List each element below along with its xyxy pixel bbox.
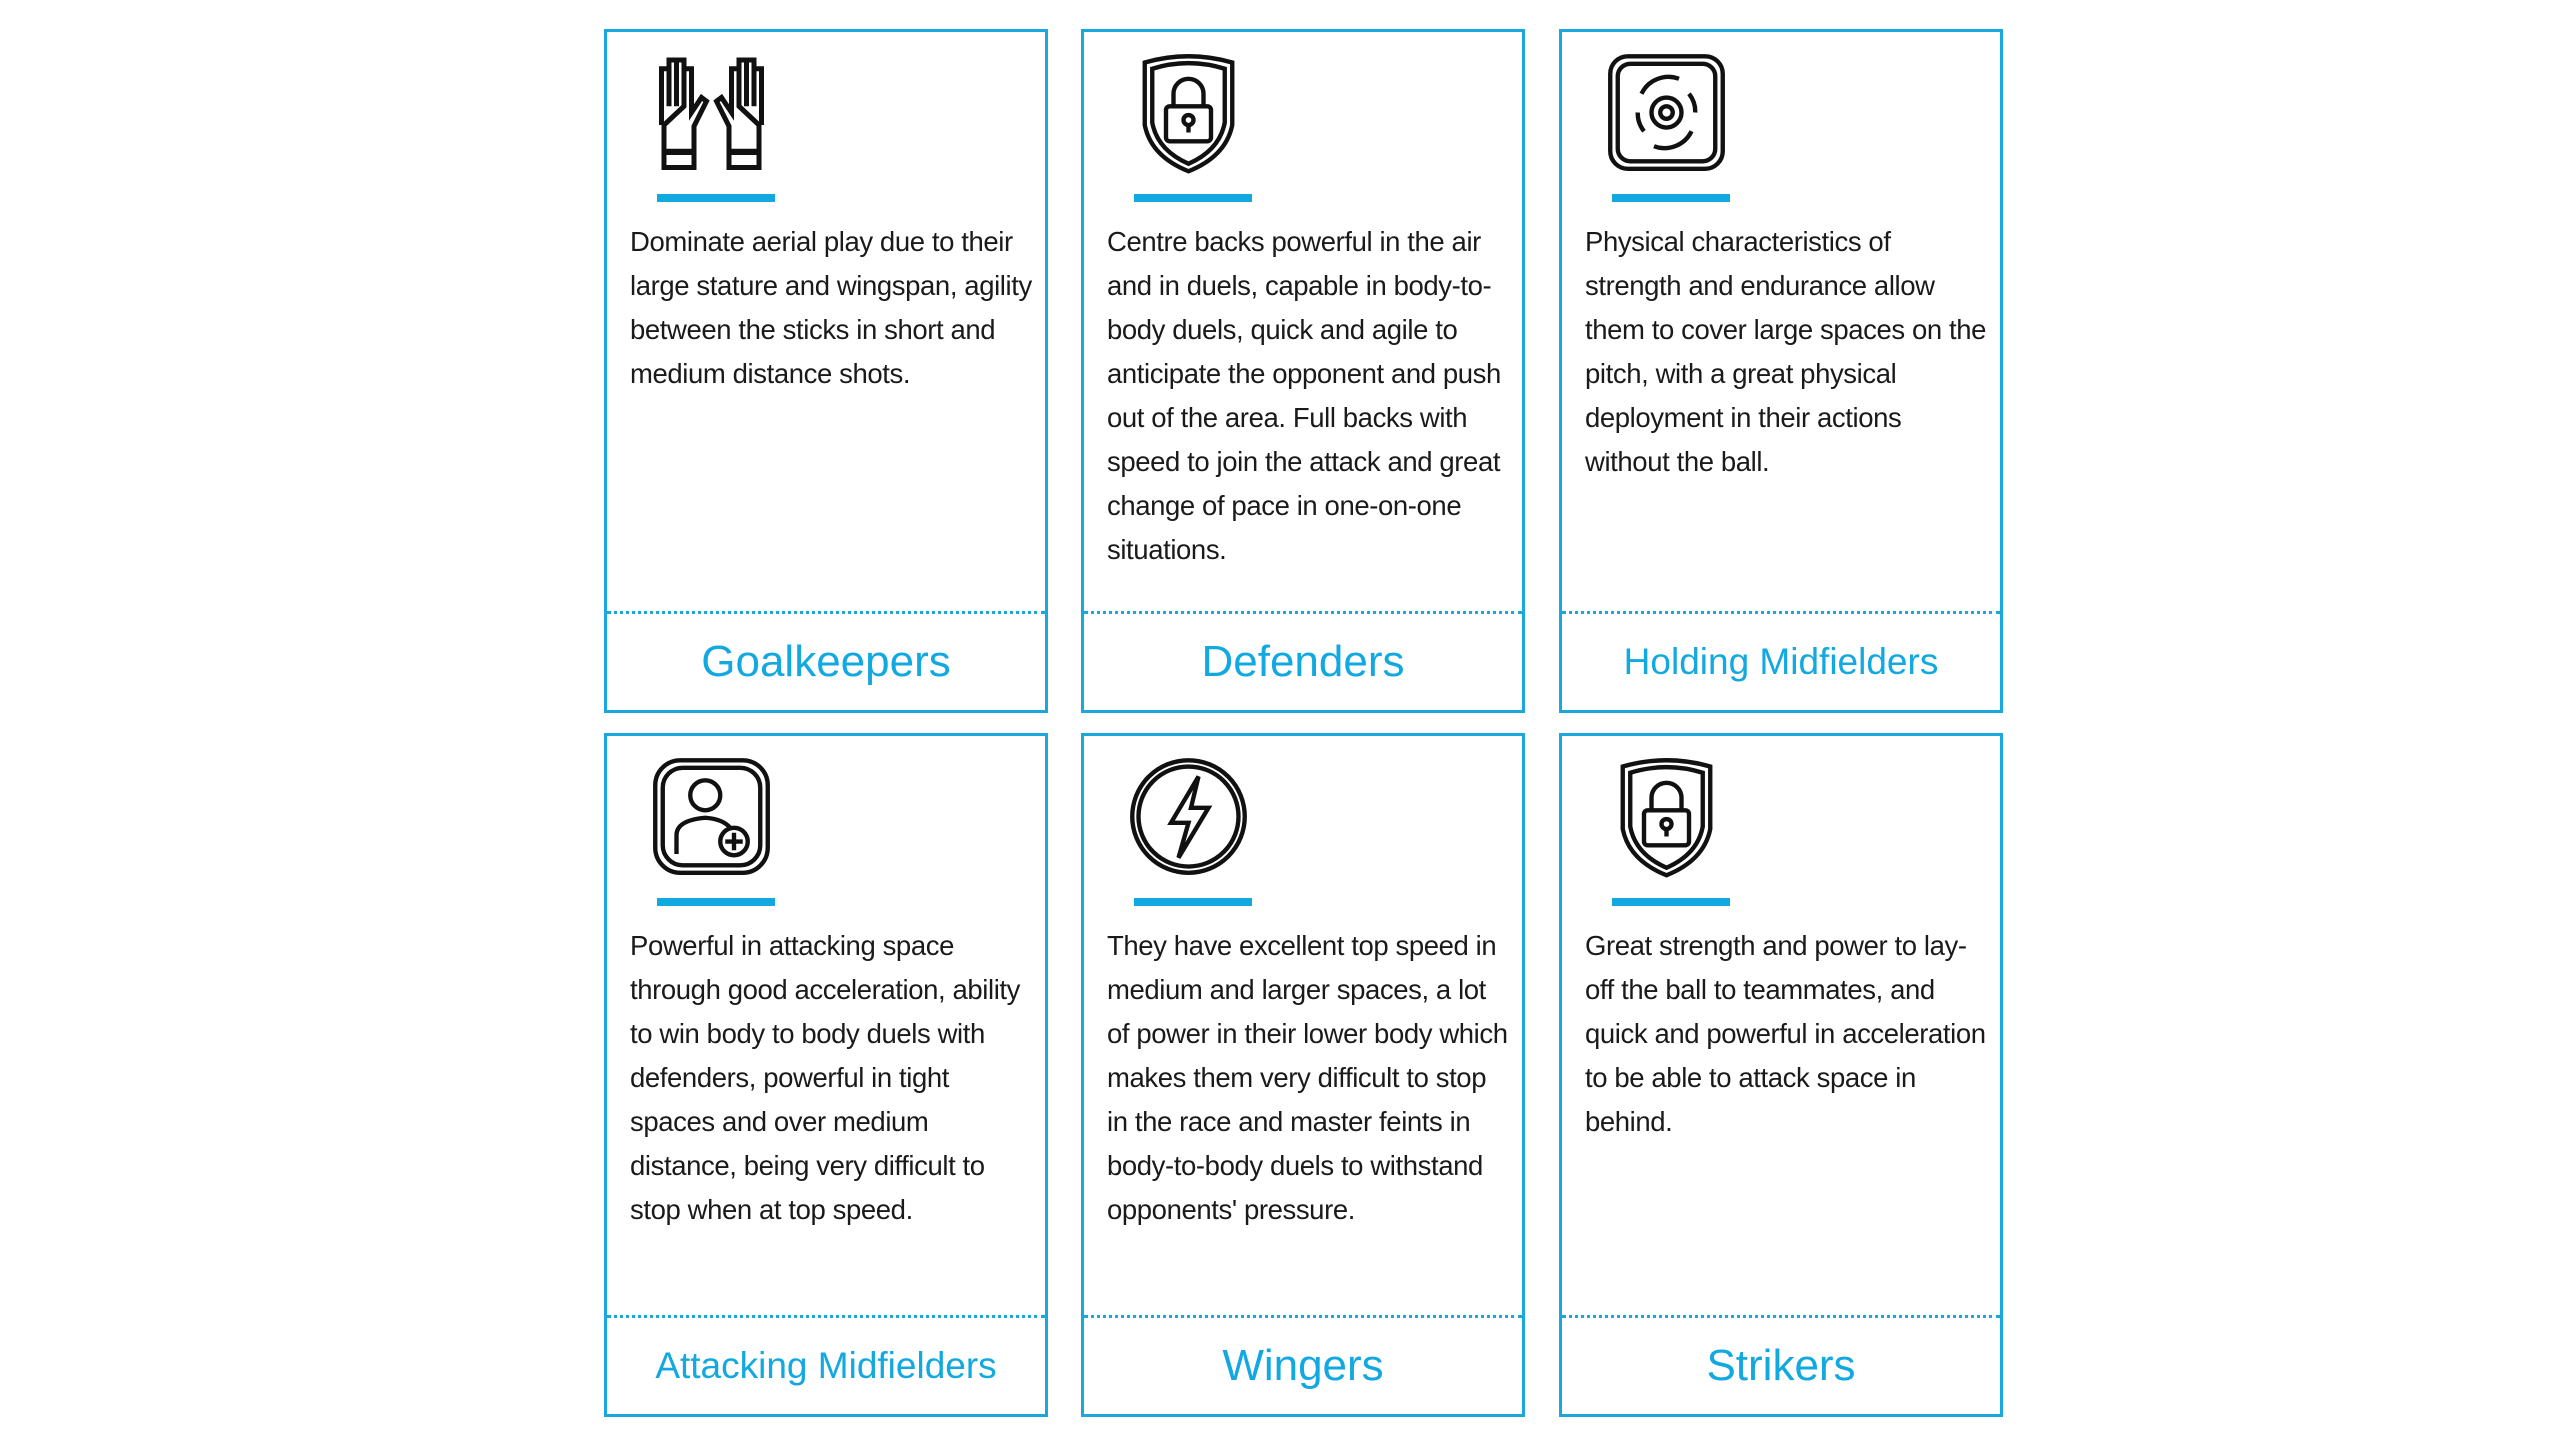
card-title: Strikers [1706, 1341, 1856, 1390]
accent-underline [1612, 194, 1730, 202]
card-holding-midfielders [1559, 29, 2003, 713]
shield-lock-icon [1126, 50, 1251, 175]
shield-lock-icon [1604, 754, 1729, 879]
accent-underline [1134, 194, 1252, 202]
card-description: They have excellent top speed in medium and larger spaces, a lot of power in their lower body which makes them very difficult to stop in the race and master feints in body-to-body duels to withstand opponents' pressure. [1107, 930, 1508, 1225]
accent-underline [657, 898, 775, 906]
card-title: Holding Midfielders [1623, 641, 1939, 682]
card-description: Dominate aerial play due to their large stature and wingspan, agility between the sticks in short and medium distance shots. [630, 226, 1032, 389]
card-goalkeepers [604, 29, 1048, 713]
gear-cycle-icon [1604, 50, 1729, 175]
accent-underline [1612, 898, 1730, 906]
card-title: Defenders [1201, 637, 1405, 686]
card-attacking-midfielders [604, 733, 1048, 1417]
card-title: Wingers [1222, 1341, 1384, 1390]
card-wingers [1081, 733, 1525, 1417]
card-description: Powerful in attacking space through good acceleration, ability to win body to body duels with defenders, powerful in tight spaces and over medium distance, being very difficult to stop when at top speed. [630, 930, 1020, 1225]
player-plus-icon [649, 754, 774, 879]
gloves-icon [649, 50, 774, 175]
lightning-icon [1126, 754, 1251, 879]
card-description: Centre backs powerful in the air and in duels, capable in body-to-body duels, quick and agile to anticipate the opponent and push out of the area. Full backs with speed to join the attack and great change of pace in one-on-one situations. [1107, 226, 1501, 565]
accent-underline [657, 194, 775, 202]
card-title: Attacking Midfielders [655, 1345, 997, 1386]
card-description: Physical characteristics of strength and endurance allow them to cover large spaces on the pitch, with a great physical deployment in their actions without the ball. [1585, 226, 1987, 477]
card-strikers [1559, 733, 2003, 1417]
accent-underline [1134, 898, 1252, 906]
card-title: Goalkeepers [701, 637, 951, 686]
card-defenders [1081, 29, 1525, 713]
card-description: Great strength and power to lay-off the ball to teammates, and quick and powerful in acceleration to be able to attack space in behind. [1585, 930, 1986, 1137]
